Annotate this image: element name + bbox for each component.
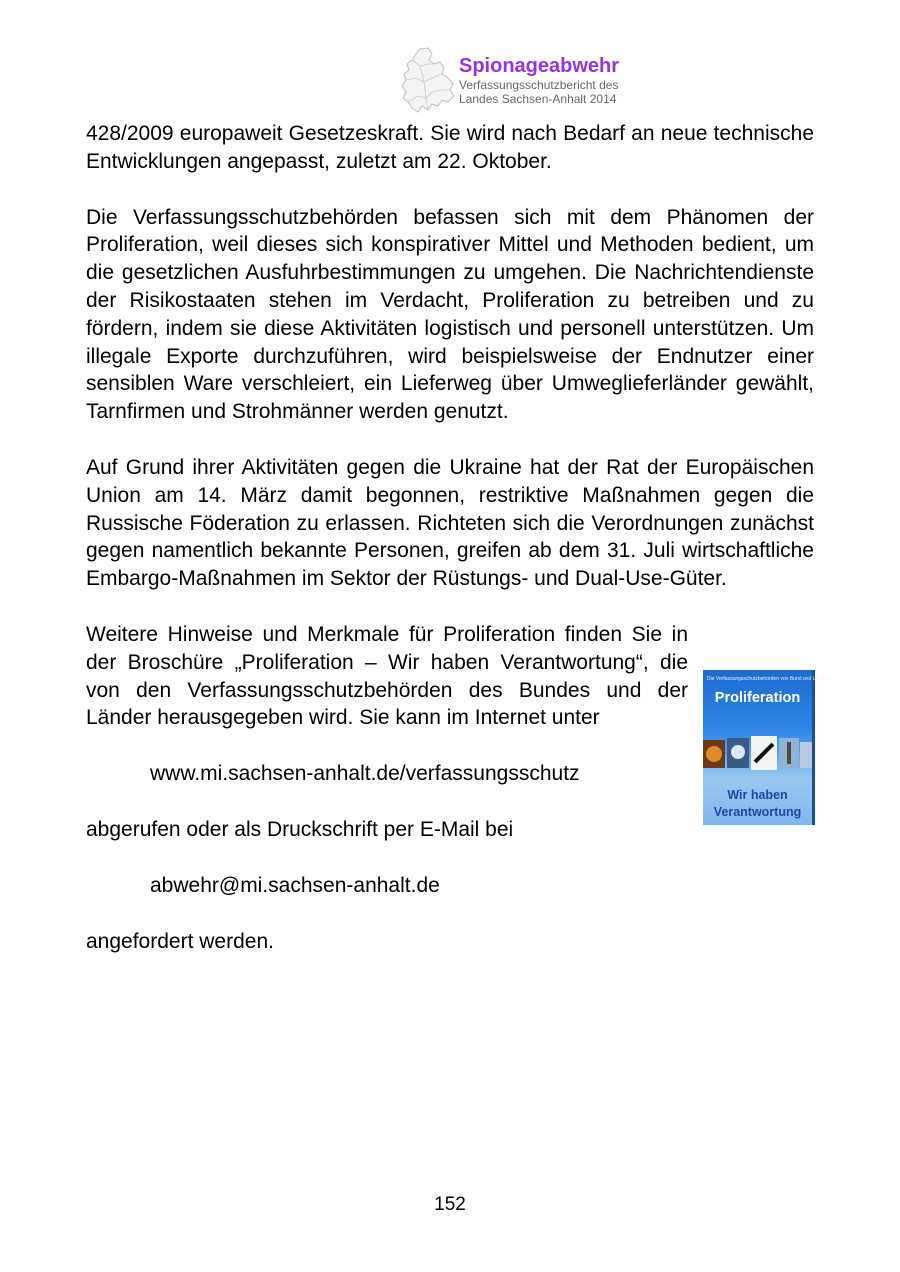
page-number: 152 — [434, 1194, 466, 1215]
page-body — [86, 120, 831, 955]
url-text: www.mi.sachsen-anhalt.de/verfassungsschutz — [150, 762, 580, 786]
brochure-photo-band — [703, 732, 812, 776]
paragraph-closing: angefordert werden. — [86, 929, 274, 953]
sachsen-anhalt-map-icon — [398, 46, 458, 116]
paragraph-request: abgerufen oder als Druckschrift per E-Mail bei — [86, 817, 514, 841]
header-subtitle-line1: Verfassungsschutzbericht des — [459, 78, 619, 92]
brochure-subtitle-line2: Verantwortung — [713, 805, 802, 819]
page-header — [398, 44, 658, 116]
header-title: Spionageabwehr — [459, 55, 620, 77]
paragraph-sanctions: Auf Grund ihrer Aktivitäten gegen die Ukraine hat der Rat der Europäischen Union am 14. März damit begonnen, restriktive Maßnahmen gegen die Russische Föderation zu erlassen. Richteten sich die Verordnungen zunächst gegen namentlich bekannte Personen, greifen ab dem 31. Juli wirtschaftliche Embargo-Maßnahmen im Sektor der Rüstungs- und Dual-Use-Güter. — [86, 455, 814, 591]
email-text: abwehr@mi.sachsen-anhalt.de — [150, 873, 440, 897]
brochure-title: Proliferation — [714, 690, 801, 706]
brochure-subtitle-line1: Wir haben — [727, 788, 788, 802]
paragraph-proliferation: Die Verfassungsschutzbehörden befassen sich mit dem Phänomen der Proliferation, weil dieses sich konspirativer Mittel und Methoden bedient, um die gesetzlichen Ausfuhrbestimmungen zu umgehen. Die Nachrichtendienste der Risikostaaten stehen im Verdacht, Proliferation zu betreiben und zu fördern, indem sie diese Aktivitäten logistisch und personell unterstützen. Um illegale Exporte durchzuführen, wird beispielsweise der Endnutzer einer sensiblen Ware verschleiert, ein Lieferweg über Umweglieferländer gewählt, Tarnfirmen und Strohmänner werden genutzt. — [86, 205, 814, 424]
brochure-top-text: Die Verfassungsschutzbehörden von Bund und Ländern — [707, 676, 831, 682]
brochure-cover-image — [703, 670, 831, 825]
paragraph-brochure: Weitere Hinweise und Merkmale für Proliferation finden Sie in der Broschüre „Proliferation – Wir haben Verantwortung“, die von den Verfassungsschutzbehörden des Bundes und der Länder herausgegeben wird. Sie kann im Internet unter — [86, 622, 688, 730]
paragraph-regulation: 428/2009 europaweit Gesetzeskraft. Sie wird nach Bedarf an neue technische Entwicklungen angepasst, zuletzt am 22. Oktober. — [86, 122, 814, 173]
header-subtitle-line2: Landes Sachsen-Anhalt 2014 — [459, 92, 617, 106]
